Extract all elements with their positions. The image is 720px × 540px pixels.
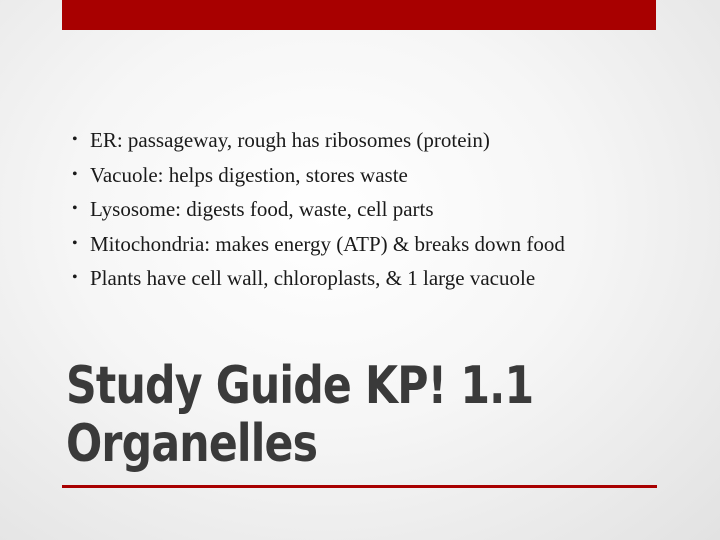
list-item	[72, 227, 672, 262]
bullet-text: Plants have cell wall, chloroplasts, & 1 large vacuole	[90, 266, 536, 290]
bullet-text: Vacuole: helps digestion, stores waste	[90, 162, 408, 187]
title-underline-rule	[62, 485, 657, 488]
list-item	[72, 192, 672, 227]
bullet-icon: •	[72, 165, 78, 183]
bullet-icon: •	[72, 269, 78, 286]
bullet-text: Lysosome: digests food, waste, cell parts	[90, 197, 434, 221]
bullet-icon: •	[72, 200, 78, 217]
bullet-icon: •	[72, 234, 78, 252]
list-item	[72, 123, 672, 158]
slide-title	[66, 357, 558, 473]
slide-title-line-2: Organelles	[66, 414, 318, 474]
list-item	[72, 158, 672, 193]
bullet-text: ER: passageway, rough has ribosomes (protein)	[90, 128, 490, 152]
slide-title-line-1: Study Guide KP! 1.1	[66, 356, 534, 416]
bullet-icon: •	[72, 131, 78, 148]
top-accent-bar	[62, 0, 656, 30]
bullet-text: Mitochondria: makes energy (ATP) & breaks down food	[90, 231, 565, 256]
bullet-list	[72, 123, 672, 296]
list-item	[72, 261, 672, 296]
